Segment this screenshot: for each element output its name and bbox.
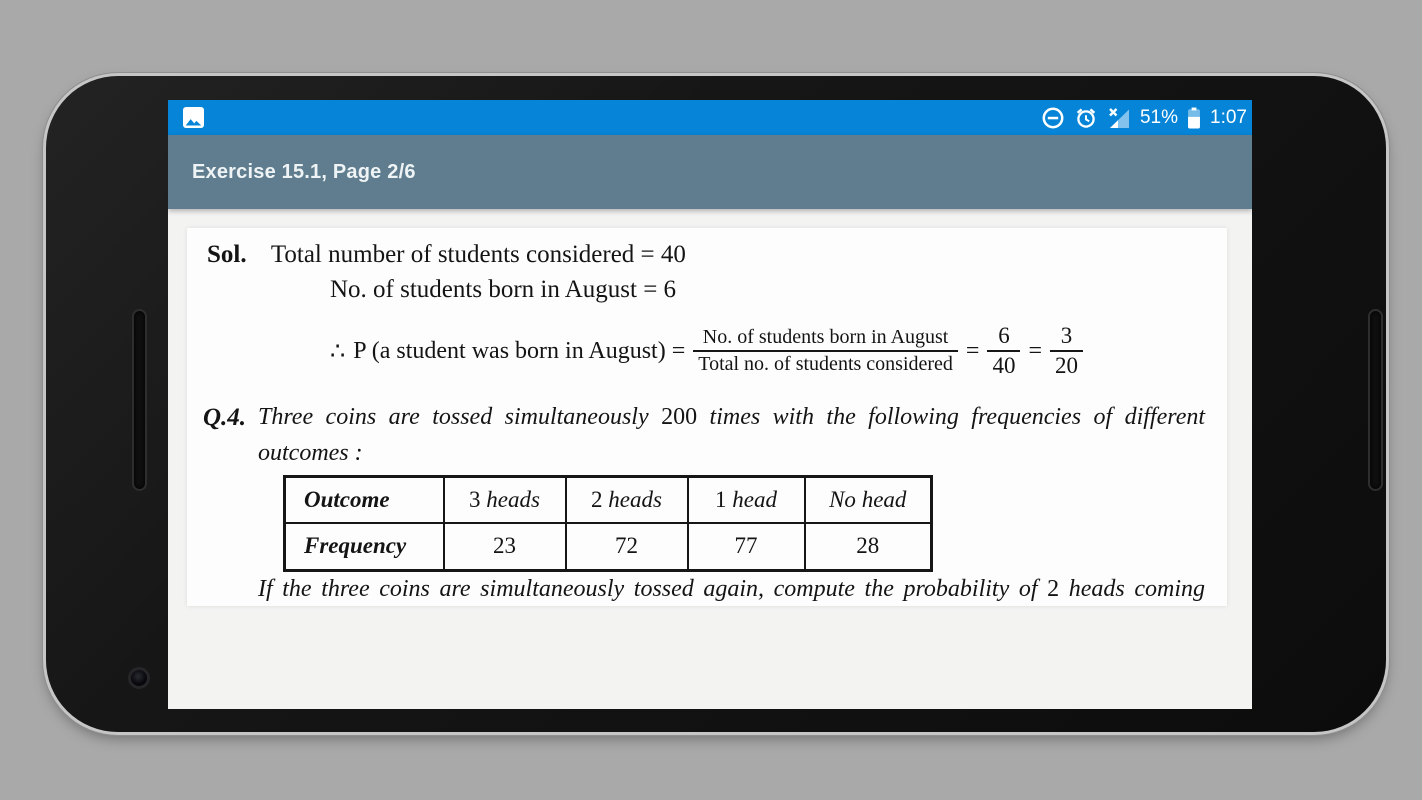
header-no-head: No head <box>805 477 932 523</box>
q4-continuation-line: If the three coins are simultaneously tossed again, compute the probability of 2 heads coming <box>258 576 1205 602</box>
header-1-head: 1 head <box>688 477 805 523</box>
speaker-grille-left <box>132 309 147 491</box>
device-screen <box>168 100 1252 709</box>
freq-2-heads: 72 <box>566 523 688 571</box>
freq-1-head: 77 <box>688 523 805 571</box>
q4-text-line1: Three coins are tossed simultaneously 200 times with the following frequencies of different <box>258 404 1206 430</box>
table-frequency-row <box>285 523 932 571</box>
fraction-3-20: $\frac{3}{20}$ <box>1050 323 1083 380</box>
freq-3-heads: 23 <box>444 523 566 571</box>
fraction-6-40: $\frac{6}{40}$ <box>987 323 1020 380</box>
status-bar <box>168 100 1252 135</box>
header-2-heads: 2 heads <box>566 477 688 523</box>
status-icons-cluster <box>1041 106 1247 130</box>
alarm-clock-icon <box>1074 106 1098 130</box>
q4-text-line2: outcomes : <box>258 440 363 466</box>
document-page <box>187 228 1227 606</box>
do-not-disturb-icon <box>1041 106 1065 130</box>
cell-signal-x-icon <box>1107 106 1131 130</box>
therefore-symbol: ∴ <box>330 338 346 365</box>
image-thumbnail-icon <box>183 107 204 128</box>
freq-no-head: 28 <box>805 523 932 571</box>
solution-line-2: No. of students born in August = 6 <box>330 276 677 303</box>
fraction-words: $\frac{\text{No. of students born in August}}{\text{Total no. of students considered}}$ <box>693 326 958 376</box>
frequency-label: Frequency <box>285 523 444 571</box>
table-header-row <box>285 477 932 523</box>
frequency-table <box>283 475 933 572</box>
sol-label: Sol. <box>207 241 247 268</box>
probability-equation: ∴ P (a student was born in August) = $\frac{\text{No. of students born in August}}{\text{Total no. of students considered}}$ = $\frac{6}{40}$ = $\frac{3}{20}$ <box>330 323 1083 380</box>
document-viewport[interactable] <box>168 209 1252 709</box>
front-camera <box>128 667 150 689</box>
battery-percent: 51% <box>1139 106 1179 128</box>
page-title: Exercise 15.1, Page 2/6 <box>192 160 416 183</box>
header-3-heads: 3 heads <box>444 477 566 523</box>
clock-time: 1:07 <box>1210 106 1247 128</box>
app-toolbar <box>168 135 1252 209</box>
header-outcome: Outcome <box>285 477 444 523</box>
speaker-grille-right <box>1368 309 1383 491</box>
battery-icon <box>1187 107 1201 129</box>
solution-line-1: Sol. Total number of students considered = 40 <box>207 241 686 268</box>
q4-label: Q.4. <box>203 404 247 431</box>
